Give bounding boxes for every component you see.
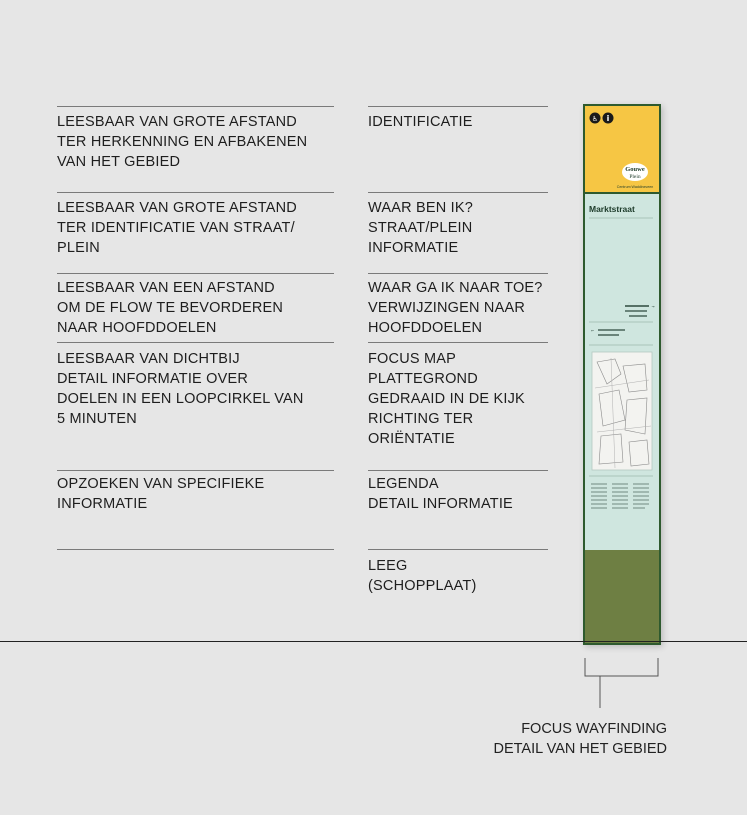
left-divider: [57, 549, 334, 550]
row-1-description: LEESBAAR VAN GROTE AFSTAND TER HERKENNING EN AFBAKENEN VAN HET GEBIED: [57, 114, 308, 170]
focus-map: [592, 352, 652, 470]
svg-text:i: i: [606, 114, 610, 123]
right-divider: [368, 273, 548, 274]
ground-line: [0, 641, 747, 642]
sign-street-name: Marktstraat: [589, 204, 635, 214]
direction-arrows: [589, 304, 655, 345]
left-divider: [57, 342, 334, 343]
row-3-function: WAAR GA IK NAAR TOE? VERWIJZINGEN NAAR HOOFDDOELEN: [368, 280, 543, 336]
sign-kick-plate: [585, 550, 659, 643]
sign-width-bracket: [0, 648, 747, 718]
left-divider: [57, 192, 334, 193]
left-divider: [57, 106, 334, 107]
logo-line-2: Plein: [629, 174, 641, 180]
left-divider: [57, 273, 334, 274]
row-3-description: LEESBAAR VAN EEN AFSTAND OM DE FLOW TE BEVORDEREN NAAR HOOFDDOELEN: [57, 280, 284, 336]
legend-block: [591, 484, 649, 508]
sign-identification-panel: [585, 106, 659, 194]
row-4-function: FOCUS MAP PLATTEGROND GEDRAAID IN DE KIJK RICHTING TER ORIËNTATIE: [368, 351, 525, 447]
row-5-function: LEGENDA DETAIL INFORMATIE: [368, 476, 513, 512]
right-divider: [368, 342, 548, 343]
sign-identification-graphics: [585, 106, 659, 192]
logo-line-1: Gouwe: [625, 166, 645, 173]
row-1-function: IDENTIFICATIE: [368, 114, 473, 130]
row-2-function: WAAR BEN IK? STRAAT/PLEIN INFORMATIE: [368, 200, 473, 256]
sign-detail-graphics: [585, 194, 659, 554]
left-divider: [57, 470, 334, 471]
svg-text:→: →: [651, 304, 655, 310]
right-divider: [368, 549, 548, 550]
svg-text:←: ←: [591, 328, 595, 334]
sign-caption: FOCUS WAYFINDING DETAIL VAN HET GEBIED: [493, 721, 667, 757]
svg-text:♿: ♿: [591, 115, 599, 123]
row-6-function: LEEG (SCHOPPLAAT): [368, 558, 477, 594]
logo-subtitle: Centrum Waddinxveen: [616, 185, 654, 189]
right-divider: [368, 192, 548, 193]
wayfinding-sign: [583, 104, 661, 645]
row-4-description: LEESBAAR VAN DICHTBIJ DETAIL INFORMATIE OVER DOELEN IN EEN LOOPCIRKEL VAN 5 MINUTEN: [57, 351, 304, 427]
row-2-description: LEESBAAR VAN GROTE AFSTAND TER IDENTIFICATIE VAN STRAAT/ PLEIN: [57, 200, 297, 256]
row-5-description: OPZOEKEN VAN SPECIFIEKE INFORMATIE: [57, 476, 265, 512]
right-divider: [368, 106, 548, 107]
right-divider: [368, 470, 548, 471]
